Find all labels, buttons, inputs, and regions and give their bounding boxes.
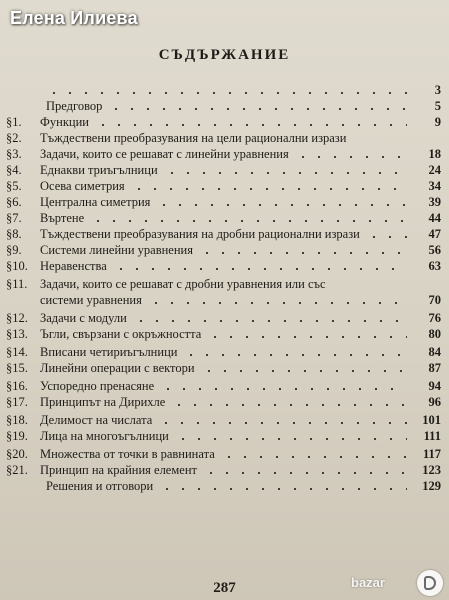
toc-dot-leader [183, 354, 407, 356]
toc-entry-title: системи уравнения [40, 293, 142, 307]
toc-entry-number: §12. [6, 311, 28, 325]
toc-entry [6, 478, 441, 494]
bazar-logo-icon [417, 570, 443, 596]
toc-entry-title: Принцип на крайния елемент [40, 463, 197, 477]
toc-entry-number: §16. [6, 379, 28, 393]
toc-entry-page: 84 [428, 345, 441, 359]
toc-entry [6, 326, 441, 342]
toc-entry-title: Еднакви триъгълници [40, 163, 158, 177]
toc-entry-number: §8. [6, 227, 22, 241]
toc-dot-leader [156, 204, 407, 206]
toc-entry-title: Въртене [40, 211, 85, 225]
toc-entry [6, 226, 441, 242]
toc-entry-number: §19. [6, 429, 28, 443]
toc-entry-title: Решения и отговори [46, 479, 154, 493]
toc-entry-number: §18. [6, 413, 28, 427]
toc-entry-page: 94 [428, 379, 441, 393]
toc-entry-title: Принципът на Дирихле [40, 395, 166, 409]
toc-entry-title: Централна симетрия [40, 195, 151, 209]
toc-entry-title: Неравенства [40, 259, 107, 273]
toc-entry-page: 18 [428, 147, 441, 161]
toc-entry-number: §15. [6, 361, 28, 375]
toc-dot-leader [148, 302, 407, 304]
toc-entry-page: 129 [422, 479, 441, 493]
toc-entry [6, 344, 441, 360]
toc-entry-title: Вписани четириъгълници [40, 345, 178, 359]
toc-entry-number: §21. [6, 463, 28, 477]
toc-entry-page: 87 [428, 361, 441, 375]
toc-entry [6, 412, 441, 428]
toc-entry-number: §3. [6, 147, 22, 161]
toc-entry-number: §5. [6, 179, 22, 193]
toc-dot-leader [295, 156, 407, 158]
toc-dot-leader [221, 456, 407, 458]
toc-entry-title: Задачи, които се решават с дробни уравнения или със [40, 277, 326, 291]
toc-entry-title: Предговор [46, 99, 103, 113]
marketplace-badge [351, 570, 443, 596]
toc-dot-leader [133, 320, 407, 322]
toc-dot-leader [171, 404, 407, 406]
toc-dot-leader [95, 124, 407, 126]
toc-entry [6, 446, 441, 462]
toc-entry-page: 70 [428, 293, 441, 307]
toc-entry-number: §11. [6, 277, 28, 291]
toc-entry-page: 34 [428, 179, 441, 193]
toc-dot-leader [46, 92, 407, 94]
toc-entry-page: 117 [422, 447, 441, 461]
toc-entry-number: §20. [6, 447, 28, 461]
toc-entry-page: 76 [428, 311, 441, 325]
toc-entry-number: §7. [6, 211, 22, 225]
toc-entry-page: 63 [428, 259, 441, 273]
toc-entry-title: Задачи с модули [40, 311, 127, 325]
toc-entry-number: §4. [6, 163, 22, 177]
toc-dot-leader [113, 268, 407, 270]
toc-entry [6, 82, 441, 98]
toc-entry-number: §2. [6, 131, 22, 145]
toc-entry-page: 47 [428, 227, 441, 241]
toc-dot-leader [158, 422, 407, 424]
toc-entry-page: 80 [428, 327, 441, 341]
toc-entry [6, 428, 441, 444]
toc-entry [6, 194, 441, 210]
toc-entry-title: Линейни операции с вектори [40, 361, 195, 375]
toc-entry-title: Делимост на числата [40, 413, 153, 427]
toc-entry [6, 378, 441, 394]
toc-entry-page: 3 [434, 83, 441, 97]
toc-dot-leader [90, 220, 407, 222]
toc-entry-page: 24 [428, 163, 441, 177]
toc-entry-page: 5 [434, 99, 441, 113]
toc-entry [6, 360, 441, 376]
toc-entry-page: 96 [428, 395, 441, 409]
marketplace-logo-text: bazar [351, 575, 385, 590]
toc-entry-page: 101 [422, 413, 441, 427]
toc-dot-leader [203, 472, 407, 474]
toc-entry-page: 39 [428, 195, 441, 209]
toc-entry-title: Задачи, които се решават с линейни уравнения [40, 147, 289, 161]
toc-dot-leader [199, 252, 407, 254]
toc-entry-title: Тъждествени преобразувания на дробни рационални изрази [40, 227, 360, 241]
toc-dot-leader [131, 188, 407, 190]
toc-entry-page: 123 [422, 463, 441, 477]
toc-entry-title: Лица на многоъгълници [40, 429, 169, 443]
toc-dot-leader [175, 438, 407, 440]
toc-entry [6, 162, 441, 178]
toc-entry [6, 210, 441, 226]
toc-entry-title: Ъгли, свързани с окръжността [40, 327, 202, 341]
toc-entry [6, 462, 441, 478]
toc-dot-leader [207, 336, 407, 338]
toc-entry-title: Успоредно пренасяне [40, 379, 155, 393]
toc-entry [6, 114, 441, 130]
toc-entry-title: Системи линейни уравнения [40, 243, 193, 257]
toc-entry [6, 258, 441, 274]
toc-dot-leader [160, 388, 407, 390]
seller-watermark: Елена Илиева [10, 8, 138, 28]
toc-dot-leader [108, 108, 407, 110]
toc-entry-title: Тъждествени преобразувания на цели рационални изрази [40, 131, 347, 145]
toc-dot-leader [159, 488, 407, 490]
toc-entry-number: §10. [6, 259, 28, 273]
toc-entry-title: Осева симетрия [40, 179, 125, 193]
toc-entry-number: §6. [6, 195, 22, 209]
toc-entry [6, 130, 441, 146]
page-number: 287 [213, 580, 236, 596]
toc-dot-leader [164, 172, 407, 174]
toc-entry [6, 276, 441, 292]
toc-entry-page: 111 [423, 429, 441, 443]
toc-entry-number: §14. [6, 345, 28, 359]
toc-entry [6, 242, 441, 258]
toc-entry-number: §1. [6, 115, 22, 129]
toc-entry [6, 292, 441, 308]
toc-entry [6, 310, 441, 326]
toc-entry-number: §17. [6, 395, 28, 409]
toc-entry-page: 56 [428, 243, 441, 257]
toc-entry-number: §9. [6, 243, 22, 257]
page-title: СЪДЪРЖАНИЕ [158, 47, 291, 63]
toc-entry [6, 178, 441, 194]
toc-entry [6, 98, 441, 114]
toc-entry-page: 44 [428, 211, 441, 225]
toc-entry [6, 394, 441, 410]
toc-entry-title: Множества от точки в равнината [40, 447, 215, 461]
toc-entry-title: Функции [40, 115, 89, 129]
toc-dot-leader [201, 370, 407, 372]
toc-entry-number: §13. [6, 327, 28, 341]
toc-entry-page: 9 [434, 115, 441, 129]
toc-entry [6, 146, 441, 162]
